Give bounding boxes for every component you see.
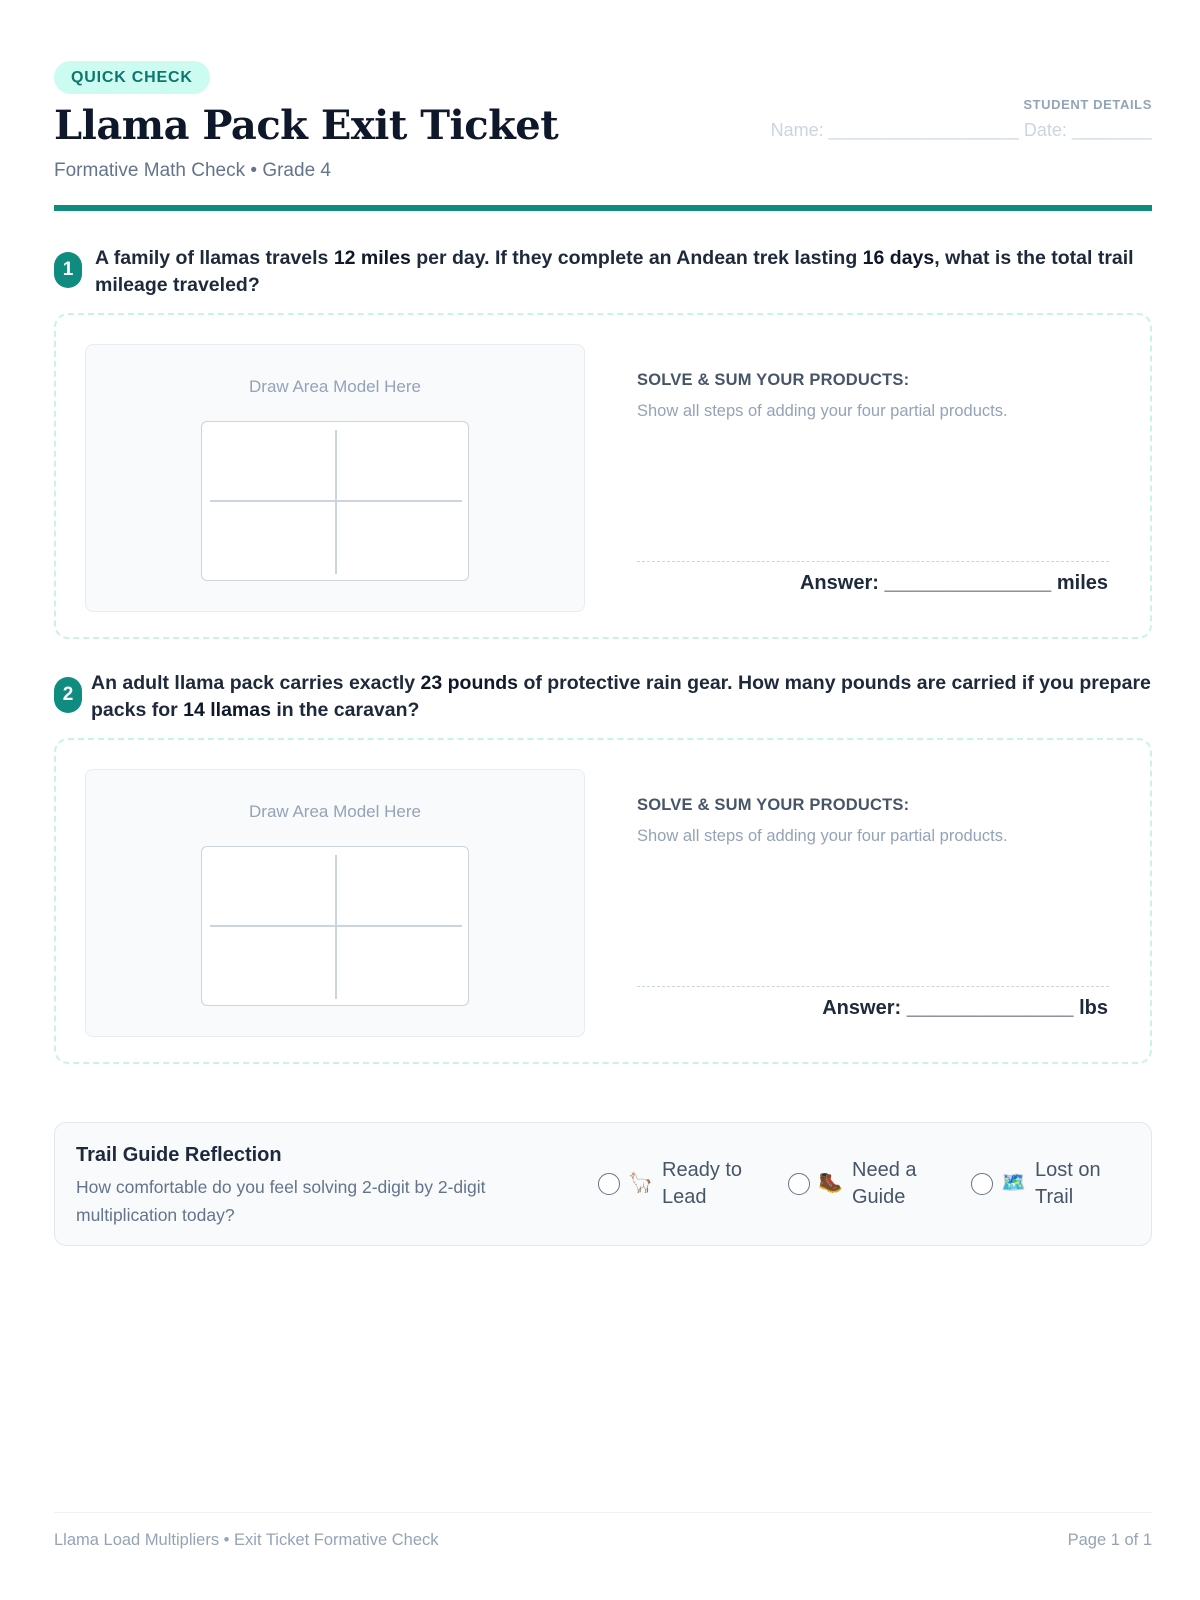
student-details-label: STUDENT DETAILS bbox=[1023, 97, 1152, 112]
problem-2-highlight-pounds: 23 pounds bbox=[420, 672, 519, 694]
footer-title: Llama Load Multipliers • Exit Ticket Formative Check bbox=[54, 1531, 439, 1549]
problem-1-question bbox=[54, 245, 1152, 301]
page-title: Llama Pack Exit Ticket bbox=[54, 102, 559, 149]
grid-horizontal-line bbox=[210, 500, 462, 502]
problem-1-answer-field[interactable]: Answer: _______________ miles bbox=[799, 572, 1108, 594]
reflection-panel bbox=[54, 1122, 1152, 1246]
hiking-boot-icon: 🥾 bbox=[818, 1172, 843, 1194]
radio-button[interactable] bbox=[598, 1173, 620, 1195]
solve-title: SOLVE & SUM YOUR PRODUCTS: bbox=[637, 796, 910, 814]
page-number: Page 1 of 1 bbox=[1067, 1531, 1152, 1549]
area-model-panel bbox=[85, 769, 585, 1037]
problem-2-highlight-llamas: 14 llamas bbox=[183, 699, 271, 721]
reflection-title: Trail Guide Reflection bbox=[76, 1144, 282, 1166]
reflection-option-need-a-guide[interactable] bbox=[788, 1157, 948, 1213]
problem-1-highlight-rate: 12 miles bbox=[333, 247, 411, 269]
llama-icon: 🦙 bbox=[628, 1172, 653, 1194]
solve-hint: Show all steps of adding your four partial products. bbox=[637, 402, 1008, 420]
page-subtitle: Formative Math Check • Grade 4 bbox=[54, 160, 331, 181]
reflection-question: How comfortable do you feel solving 2-digit by 2-digit multiplication today? bbox=[76, 1177, 486, 1225]
answer-divider bbox=[637, 561, 1109, 562]
solve-hint: Show all steps of adding your four partial products. bbox=[637, 827, 1008, 845]
problem-2-text: An adult llama pack carries exactly 23 pounds of protective rain gear. How many pounds are carried if you prepare packs for 14 llamas in the caravan? bbox=[91, 672, 1151, 721]
quick-check-badge: QUICK CHECK bbox=[54, 61, 210, 94]
area-model-label: Draw Area Model Here bbox=[249, 377, 421, 396]
option-label: Need a Guide bbox=[852, 1159, 917, 1208]
answer-divider bbox=[637, 986, 1109, 987]
solve-title: SOLVE & SUM YOUR PRODUCTS: bbox=[637, 371, 910, 389]
area-model-grid[interactable] bbox=[201, 421, 469, 581]
area-model-panel bbox=[85, 344, 585, 612]
problem-number-badge: 1 bbox=[54, 252, 82, 288]
grid-vertical-line bbox=[335, 855, 337, 999]
solve-instructions bbox=[637, 796, 1109, 846]
map-icon: 🗺️ bbox=[1001, 1172, 1026, 1194]
reflection-option-ready-to-lead[interactable] bbox=[598, 1157, 768, 1213]
problem-1-highlight-days: 16 days bbox=[862, 247, 935, 269]
radio-button[interactable] bbox=[788, 1173, 810, 1195]
grid-vertical-line bbox=[335, 430, 337, 574]
footer-divider bbox=[54, 1512, 1152, 1513]
option-label: Lost on Trail bbox=[1035, 1159, 1101, 1208]
problem-2-question bbox=[54, 670, 1152, 726]
reflection-option-lost-on-trail[interactable] bbox=[971, 1157, 1131, 1213]
exit-ticket-page bbox=[54, 0, 1152, 1600]
radio-button[interactable] bbox=[971, 1173, 993, 1195]
grid-horizontal-line bbox=[210, 925, 462, 927]
problem-1-work-area bbox=[54, 313, 1152, 639]
problem-2-answer-field[interactable]: Answer: _______________ lbs bbox=[822, 997, 1108, 1019]
option-label: Ready to Lead bbox=[662, 1159, 743, 1208]
student-name-date-fields[interactable]: Name: ___________________ Date: ________ bbox=[770, 120, 1152, 140]
solve-instructions bbox=[637, 371, 1109, 421]
problem-2-work-area bbox=[54, 738, 1152, 1064]
problem-number-badge: 2 bbox=[54, 677, 82, 713]
header-divider bbox=[54, 205, 1152, 211]
area-model-grid[interactable] bbox=[201, 846, 469, 1006]
problem-1-text: A family of llamas travels 12 miles per day. If they complete an Andean trek lasting 16 days, what is the total trail mileage traveled? bbox=[95, 247, 1134, 296]
area-model-label: Draw Area Model Here bbox=[249, 802, 421, 821]
